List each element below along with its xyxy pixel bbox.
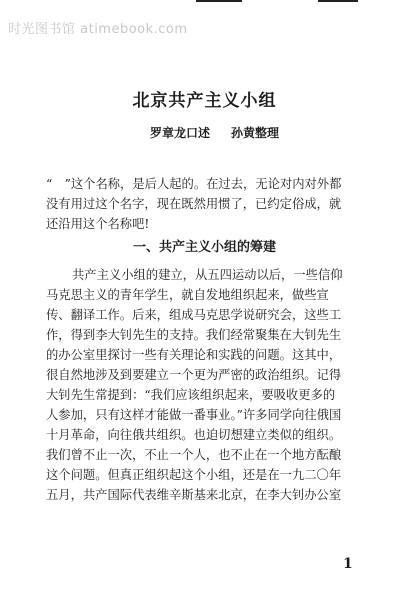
body-line: 作，得到李大钊先生的支持。我们经常聚集在大钊先生 bbox=[46, 328, 342, 342]
watermark: 时光图书馆 atimebook.com bbox=[8, 22, 188, 37]
intro-line: 还沿用这个名称吧! bbox=[46, 217, 150, 231]
body-line: 这个问题。但真正组织起这个小组，还是在一九二〇年 bbox=[46, 468, 342, 482]
byline-editor: 孙黄整理 bbox=[231, 126, 280, 140]
page-number: 1 bbox=[343, 556, 353, 572]
body-line: 很自然地涉及到要建立一个更为严密的政治组织。记得 bbox=[46, 368, 342, 382]
header-rule-left bbox=[196, 0, 242, 2]
body-line: 共产主义小组的建立，从五四运动以后，一些信仰 bbox=[72, 268, 343, 282]
body-line: 马克思主义的青年学生，就自发地组织起来，做些宣 bbox=[46, 288, 329, 302]
byline-narrator: 罗章龙口述 bbox=[150, 126, 211, 140]
body-line: 五月，共产国际代表维辛斯基来北京，在李大钊办公室 bbox=[46, 488, 342, 502]
intro-line: “ ”这个名称，是后人起的。在过去，无论对内对外都 bbox=[46, 177, 342, 191]
body-line: 传、翻译工作。后来，组成马克思学说研究会，这些工 bbox=[46, 308, 342, 322]
body-line: 人参加，只有这样才能做一番事业。”许多同学向往俄国 bbox=[46, 408, 342, 422]
header-rule-right bbox=[318, 0, 358, 2]
body-line: 十月革命，向往俄共组织。也迫切想建立类似的组织。 bbox=[46, 428, 342, 442]
page-title: 北京共产主义小组 bbox=[132, 91, 277, 111]
section-heading: 一、共产主义小组的筹建 bbox=[132, 240, 276, 255]
body-line: 我们曾不止一次，不止一个人，也不止在一个地方酝酿 bbox=[46, 448, 342, 462]
intro-line: 没有用过这个名字，现在既然用惯了，已约定俗成，就 bbox=[46, 197, 342, 211]
body-line: 的办公室里探讨一些有关理论和实践的问题。这其中， bbox=[46, 348, 342, 362]
body-line: 大钊先生常提到：“我们应该组织起来，要吸收更多的 bbox=[46, 388, 336, 402]
